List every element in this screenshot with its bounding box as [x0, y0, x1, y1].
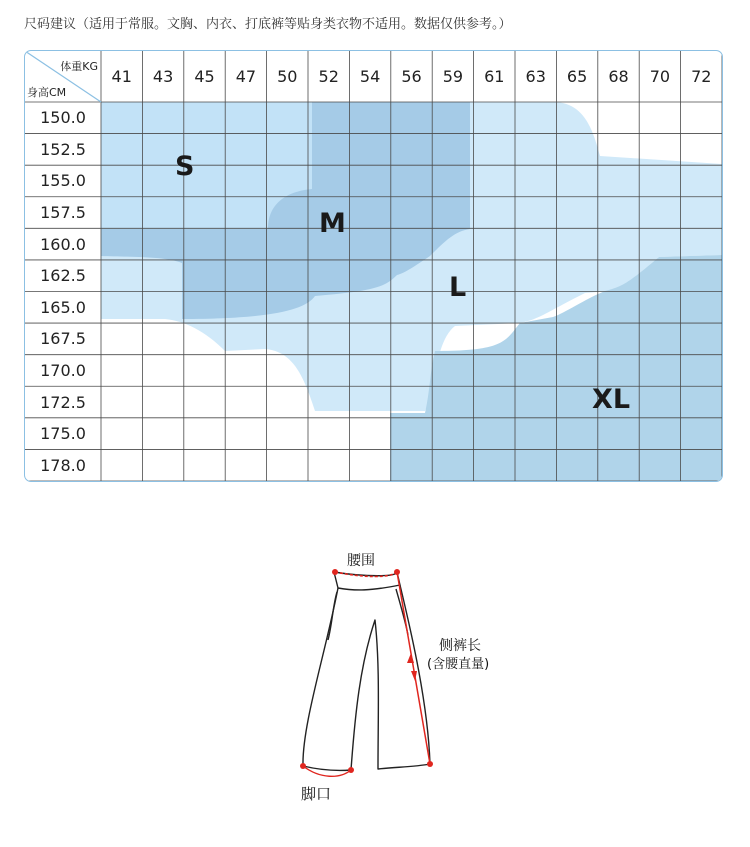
- weight-header-cell: 61: [484, 67, 505, 86]
- side-length-bottom-point: [427, 761, 433, 767]
- height-row-label: 178.0: [40, 455, 86, 475]
- measurement-marks: [300, 569, 433, 776]
- hem-label: 脚口: [301, 785, 332, 803]
- weight-header-cell: 50: [277, 67, 298, 86]
- left-pocket: [328, 592, 337, 640]
- weight-header-cell: 47: [235, 67, 257, 86]
- height-row-label: 162.5: [40, 266, 86, 286]
- height-row-label: 170.0: [40, 360, 86, 380]
- height-row-label: 175.0: [40, 424, 86, 444]
- pants-outline: [303, 585, 430, 770]
- weight-header-cell: 52: [318, 67, 339, 86]
- side-length-arrow-down: [407, 653, 414, 663]
- size-chart-regions: [25, 51, 722, 481]
- waist-point-left: [332, 569, 338, 575]
- pants-measurement-diagram: [280, 545, 540, 815]
- height-row-label: 155.0: [40, 171, 86, 191]
- weight-header-cell: 56: [401, 67, 422, 86]
- height-row-label: 160.0: [40, 234, 86, 254]
- height-row-label: 152.5: [40, 139, 86, 159]
- weight-header-cell: 68: [608, 67, 629, 86]
- height-axis-label: 身高CM: [27, 86, 67, 99]
- size-chart: [24, 50, 723, 482]
- height-row-label: 172.5: [40, 392, 86, 412]
- waist-label: 腰围: [347, 553, 375, 569]
- hem-point-right: [348, 767, 354, 773]
- waist-measure-line: [335, 572, 397, 577]
- side-length-label: 侧裤长: [439, 638, 481, 654]
- weight-header-cell: 65: [566, 67, 588, 86]
- weight-axis-label: 体重KG: [60, 60, 98, 73]
- side-length-sublabel: (含腰直量): [427, 657, 490, 672]
- height-row-label: 157.5: [40, 203, 86, 223]
- hem-point-left: [300, 763, 306, 769]
- size-label-l: L: [449, 272, 467, 303]
- size-label-m: M: [319, 208, 346, 239]
- weight-header-cell: 45: [194, 67, 215, 86]
- size-label-xl: XL: [592, 384, 631, 415]
- pants-sketch: [280, 545, 540, 815]
- weight-header-cell: 54: [359, 67, 381, 86]
- side-length-line: [397, 572, 430, 764]
- weight-header-cell: 41: [111, 67, 132, 86]
- height-row-label: 165.0: [40, 297, 86, 317]
- weight-header-cell: 43: [152, 67, 174, 86]
- weight-header-cell: 63: [525, 67, 546, 86]
- size-label-s: S: [175, 151, 195, 182]
- height-row-label: 150.0: [40, 108, 86, 128]
- size-advice-note: 尺码建议（适用于常服。文胸、内衣、打底裤等贴身类衣物不适用。数据仅供参考。）: [24, 17, 512, 32]
- weight-header-cell: 59: [442, 67, 464, 86]
- weight-header-cell: 72: [691, 67, 712, 86]
- height-row-label: 167.5: [40, 329, 86, 349]
- weight-header-cell: 70: [649, 67, 671, 86]
